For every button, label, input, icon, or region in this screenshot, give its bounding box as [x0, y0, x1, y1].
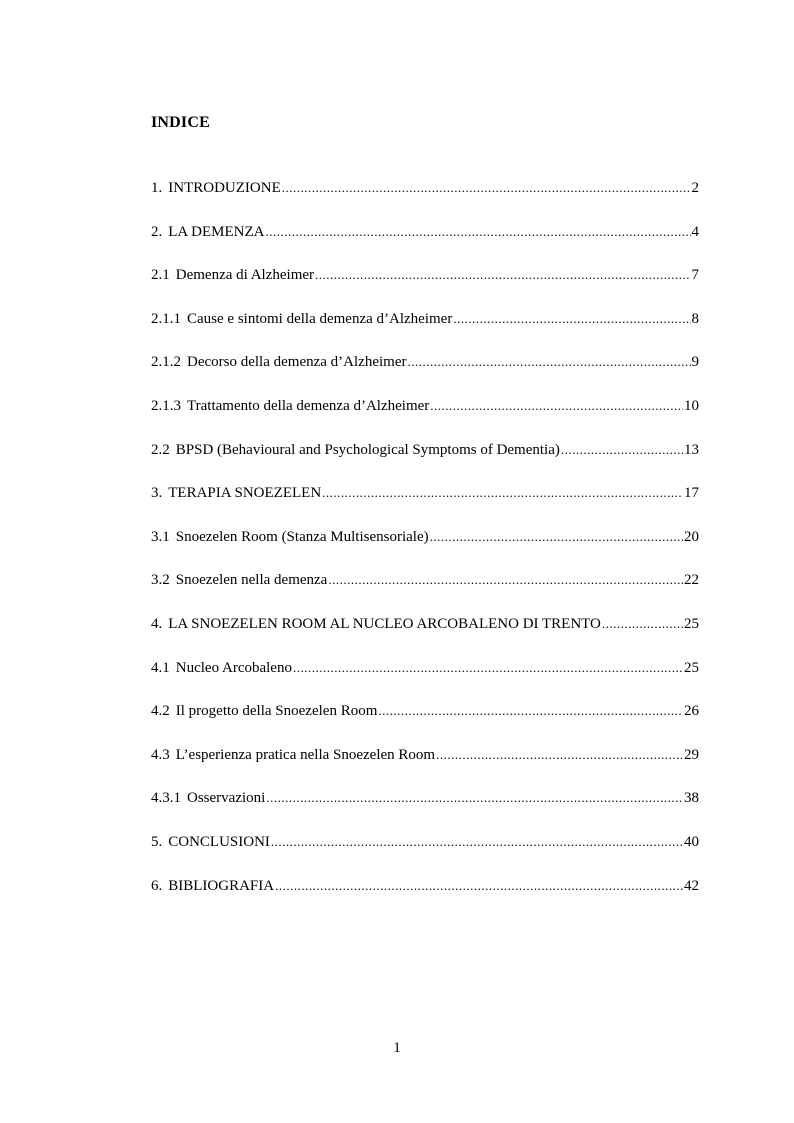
toc-entry[interactable] [151, 660, 699, 682]
toc-entry-number: 2.1 [151, 267, 170, 284]
toc-entry-number: 2. [151, 223, 163, 240]
toc-entry-number: 4.1 [151, 659, 170, 676]
toc-entry-label: Trattamento della demenza d’Alzheimer [187, 397, 430, 414]
page-number: 1 [393, 1040, 401, 1056]
toc-entry-page: 9 [691, 354, 699, 371]
toc-entry-number: 2.1.3 [151, 397, 181, 414]
toc-dot-leader [322, 485, 683, 501]
toc-entry[interactable] [151, 398, 699, 420]
toc-entry-label: Nucleo Arcobaleno [175, 659, 292, 676]
toc-entry[interactable] [151, 311, 699, 333]
toc-entry-number: 2.1.2 [151, 354, 181, 371]
toc-entry-page: 29 [684, 746, 699, 763]
toc-dot-leader [407, 354, 690, 370]
toc-dot-leader [266, 790, 683, 806]
toc-entry-label: BIBLIOGRAFIA [168, 877, 275, 894]
toc-dot-leader [430, 529, 683, 545]
toc-entry[interactable] [151, 267, 699, 289]
toc-entry-number: 5. [151, 833, 163, 850]
toc-entry-label: LA SNOEZELEN ROOM AL NUCLEO ARCOBALENO DI TRENTO [168, 615, 601, 632]
toc-entry-page: 20 [684, 528, 699, 545]
toc-dot-leader [453, 311, 690, 327]
toc-dot-leader [275, 878, 683, 894]
toc-entry-label: Snoezelen nella demenza [175, 572, 328, 589]
toc-entry-number: 1. [151, 180, 163, 196]
toc-entry[interactable] [151, 529, 699, 551]
toc-dot-leader [561, 442, 683, 458]
toc-entry-label: Decorso della demenza d’Alzheimer [187, 354, 407, 371]
toc-entry-number: 4.3 [151, 746, 170, 763]
toc-entry[interactable] [151, 747, 699, 769]
toc-entry-page: 25 [684, 615, 699, 632]
table-of-contents [151, 180, 699, 921]
toc-entry[interactable] [151, 180, 699, 202]
toc-entry-label: Snoezelen Room (Stanza Multisensoriale) [175, 528, 429, 545]
toc-entry-label: Il progetto della Snoezelen Room [175, 703, 378, 720]
toc-entry-page: 26 [684, 703, 699, 720]
toc-entry-page: 40 [684, 833, 699, 850]
toc-dot-leader [436, 747, 683, 763]
toc-entry[interactable] [151, 224, 699, 246]
toc-entry[interactable] [151, 572, 699, 594]
toc-entry-page: 22 [684, 572, 699, 589]
toc-dot-leader [315, 267, 690, 283]
toc-dot-leader [266, 224, 691, 240]
toc-entry[interactable] [151, 834, 699, 856]
toc-entry-number: 3.2 [151, 572, 170, 589]
toc-entry[interactable] [151, 703, 699, 725]
page-title: INDICE [151, 114, 210, 131]
toc-entry-page: 38 [684, 790, 699, 807]
toc-entry[interactable] [151, 616, 699, 638]
toc-entry-page: 13 [684, 441, 699, 458]
toc-entry-label: TERAPIA SNOEZELEN [168, 485, 322, 502]
toc-entry-page: 2 [691, 180, 699, 196]
toc-dot-leader [602, 616, 683, 632]
toc-entry-page: 17 [684, 485, 699, 502]
toc-entry-label: L’esperienza pratica nella Snoezelen Room [175, 746, 436, 763]
toc-entry[interactable] [151, 354, 699, 376]
toc-entry-label: Cause e sintomi della demenza d’Alzheimer [187, 310, 453, 327]
toc-entry[interactable] [151, 442, 699, 464]
toc-entry-label: BPSD (Behavioural and Psychological Symptoms of Dementia) [175, 441, 560, 458]
toc-entry-label: Osservazioni [187, 790, 266, 807]
toc-entry-page: 7 [691, 267, 699, 284]
toc-dot-leader [282, 180, 691, 196]
toc-entry-number: 3. [151, 485, 163, 502]
toc-entry-number: 3.1 [151, 528, 170, 545]
toc-entry-page: 4 [691, 223, 699, 240]
toc-entry-number: 2.2 [151, 441, 170, 458]
toc-entry-page: 25 [684, 659, 699, 676]
toc-entry-label: LA DEMENZA [168, 223, 265, 240]
toc-entry[interactable] [151, 790, 699, 812]
toc-entry-number: 4. [151, 615, 163, 632]
toc-dot-leader [430, 398, 683, 414]
toc-entry[interactable] [151, 485, 699, 507]
toc-entry-number: 2.1.1 [151, 310, 181, 327]
toc-entry-page: 42 [684, 877, 699, 894]
toc-entry-label: Demenza di Alzheimer [175, 267, 315, 284]
toc-entry-label: INTRODUZIONE [168, 180, 281, 196]
toc-entry-number: 6. [151, 877, 163, 894]
toc-entry-page: 10 [684, 397, 699, 414]
toc-dot-leader [293, 660, 683, 676]
toc-entry-label: CONCLUSIONI [168, 833, 270, 850]
toc-entry-number: 4.3.1 [151, 790, 181, 807]
toc-entry[interactable] [151, 878, 699, 900]
toc-dot-leader [271, 834, 683, 850]
toc-entry-number: 4.2 [151, 703, 170, 720]
toc-entry-page: 8 [691, 310, 699, 327]
toc-dot-leader [328, 572, 683, 588]
toc-dot-leader [378, 703, 683, 719]
